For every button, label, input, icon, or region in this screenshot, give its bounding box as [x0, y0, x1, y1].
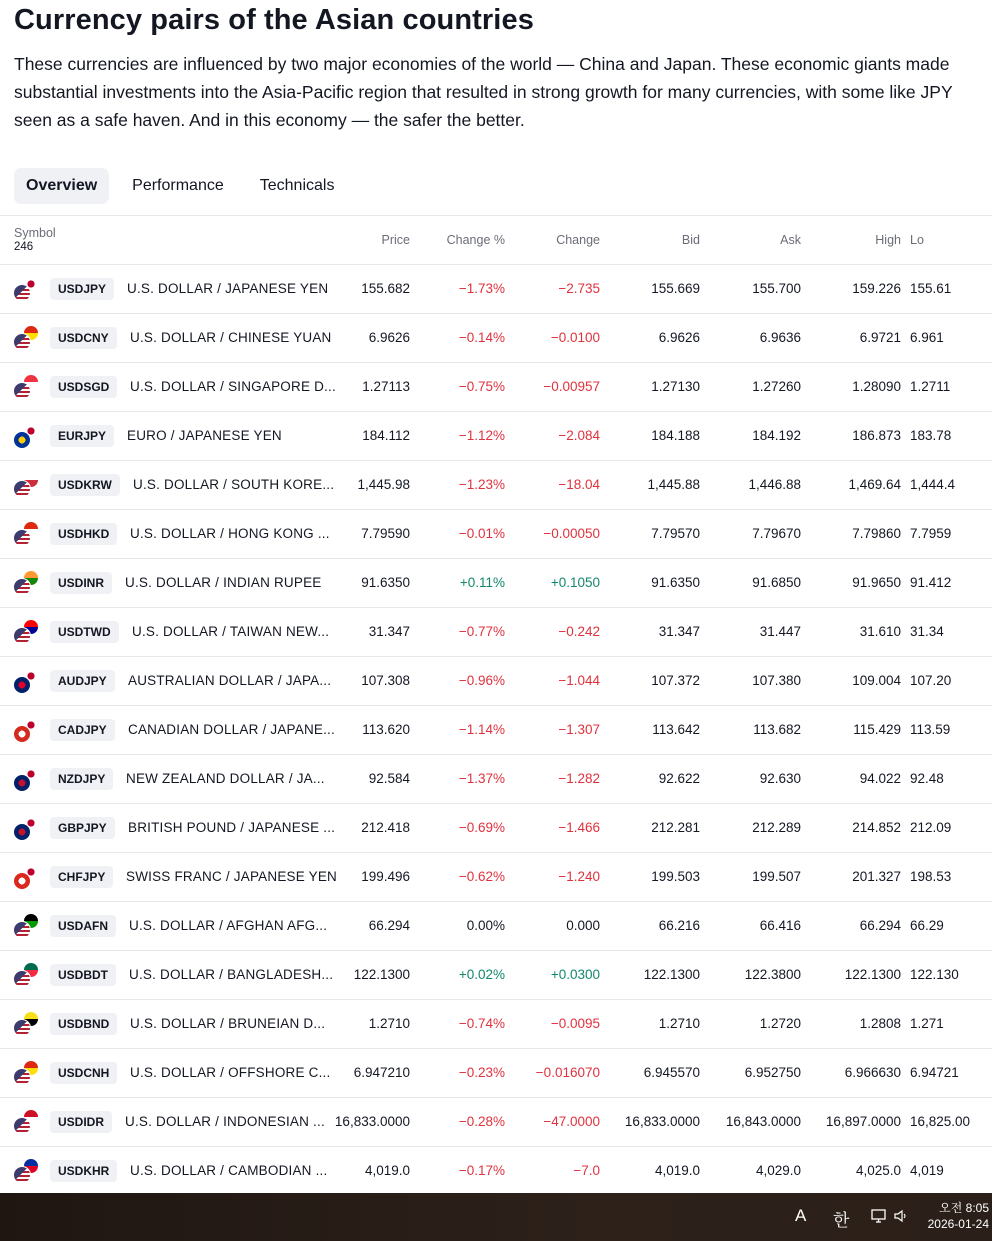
tab-technicals[interactable]: Technicals	[259, 177, 335, 194]
clock[interactable]	[928, 1200, 989, 1232]
table-row[interactable]	[0, 608, 992, 657]
price-cell: 113.620	[362, 722, 410, 737]
low-cell: 7.7959	[910, 526, 952, 541]
change-cell: −1.466	[558, 820, 600, 835]
base-currency-flag-icon	[13, 627, 31, 645]
price-cell: 1.27113	[362, 379, 410, 394]
ask-cell: 16,843.0000	[725, 1114, 801, 1129]
symbol-badge[interactable]: USDBND	[50, 1013, 117, 1035]
table-row[interactable]	[0, 706, 992, 755]
pair-name: U.S. DOLLAR / CHINESE YUAN	[130, 330, 332, 345]
bid-cell: 6.945570	[643, 1065, 700, 1080]
price-cell: 4,019.0	[364, 1163, 410, 1178]
ime-mode-indicator[interactable]: A	[795, 1206, 807, 1225]
ask-cell: 113.682	[753, 722, 801, 737]
page-title: Currency pairs of the Asian countries	[14, 4, 534, 36]
pair-name: U.S. DOLLAR / CAMBODIAN ...	[130, 1163, 328, 1178]
table-header	[0, 216, 992, 265]
price-cell: 122.1300	[353, 967, 410, 982]
currency-table	[0, 215, 992, 1193]
table-row[interactable]	[0, 657, 992, 706]
price-cell: 92.584	[368, 771, 410, 786]
change-pct-cell: −0.75%	[458, 379, 505, 394]
change-pct-cell: −1.37%	[458, 771, 505, 786]
price-column-header[interactable]: Price	[381, 233, 410, 247]
bid-cell: 31.347	[658, 624, 700, 639]
price-cell: 155.682	[361, 281, 410, 296]
currency-flags-icon	[13, 619, 39, 645]
ask-cell: 7.79670	[752, 526, 801, 541]
table-body	[0, 265, 992, 1193]
low-cell: 91.412	[910, 575, 952, 590]
table-row[interactable]	[0, 853, 992, 902]
price-cell: 7.79590	[361, 526, 410, 541]
change-cell: 0.000	[566, 918, 600, 933]
base-currency-flag-icon	[13, 578, 31, 596]
symbol-badge[interactable]: USDCNY	[50, 327, 117, 349]
price-cell: 1,445.98	[357, 477, 410, 492]
change-cell: −0.0100	[550, 330, 600, 345]
high-cell: 6.966630	[844, 1065, 901, 1080]
table-row[interactable]	[0, 559, 992, 608]
table-row[interactable]	[0, 461, 992, 510]
price-cell: 212.418	[361, 820, 410, 835]
currency-flags-icon	[13, 864, 39, 890]
base-currency-flag-icon	[13, 676, 31, 694]
low-cell: 183.78	[910, 428, 952, 443]
symbol-badge[interactable]: GBPJPY	[50, 817, 115, 839]
currency-flags-icon	[13, 962, 39, 988]
high-column-header[interactable]: High	[875, 233, 901, 247]
tab-overview[interactable]: Overview	[14, 168, 109, 204]
base-currency-flag-icon	[13, 970, 31, 988]
bid-cell: 4,019.0	[654, 1163, 700, 1178]
low-cell: 107.20	[910, 673, 952, 688]
high-cell: 109.004	[852, 673, 901, 688]
currency-flags-icon	[13, 717, 39, 743]
high-cell: 1.28090	[852, 379, 901, 394]
symbol-badge[interactable]: NZDJPY	[50, 768, 113, 790]
change-pct-cell: −0.01%	[458, 526, 505, 541]
base-currency-flag-icon	[13, 529, 31, 547]
currency-flags-icon	[13, 1060, 39, 1086]
change-pct-cell: −1.12%	[458, 428, 505, 443]
price-cell: 31.347	[368, 624, 410, 639]
change-cell: −47.0000	[543, 1114, 600, 1129]
symbol-badge[interactable]: USDSGD	[50, 376, 117, 398]
change-pct-column-header[interactable]: Change %	[446, 233, 505, 247]
pair-name: CANADIAN DOLLAR / JAPANE...	[128, 722, 335, 737]
currency-flags-icon	[13, 423, 39, 449]
table-row[interactable]	[0, 804, 992, 853]
change-pct-cell: −1.73%	[458, 281, 505, 296]
base-currency-flag-icon	[13, 382, 31, 400]
high-cell: 122.1300	[844, 967, 901, 982]
taskbar	[0, 1193, 992, 1241]
price-cell: 107.308	[361, 673, 410, 688]
ime-language-indicator[interactable]: 한	[833, 1211, 850, 1230]
ask-cell: 122.3800	[744, 967, 801, 982]
ask-cell: 92.630	[759, 771, 801, 786]
symbol-badge[interactable]: USDTWD	[50, 621, 119, 643]
ask-cell: 66.416	[759, 918, 801, 933]
clock-time: 오전 8:05	[939, 1201, 989, 1215]
bid-cell: 66.216	[658, 918, 700, 933]
page-description: These currencies are influenced by two major economies of the world — China and Japan. These economic giants made substantial investments into the Asia-Pacific region that resulted in strong growth for many currencies, with some like JPY seen as a safe haven. And in this economy — the safer the better.	[14, 54, 953, 130]
symbol-count: 246	[14, 241, 34, 253]
change-cell: −1.282	[558, 771, 600, 786]
pair-name: AUSTRALIAN DOLLAR / JAPA...	[128, 673, 332, 688]
change-cell: −0.242	[558, 624, 600, 639]
change-pct-cell: −1.14%	[458, 722, 505, 737]
base-currency-flag-icon	[13, 1117, 31, 1135]
currency-flags-icon	[13, 766, 39, 792]
pair-name: U.S. DOLLAR / SINGAPORE D...	[130, 379, 336, 394]
ask-cell: 184.192	[752, 428, 801, 443]
currency-flags-icon	[13, 1109, 39, 1135]
base-currency-flag-icon	[13, 1019, 31, 1037]
change-cell: −2.084	[558, 428, 600, 443]
bid-cell: 91.6350	[651, 575, 700, 590]
change-pct-cell: +0.11%	[459, 575, 505, 590]
low-cell: 66.29	[910, 918, 944, 933]
change-cell: −0.0095	[550, 1016, 600, 1031]
table-row[interactable]	[0, 902, 992, 951]
ask-cell: 91.6850	[752, 575, 801, 590]
currency-flags-icon	[13, 570, 39, 596]
low-cell: 212.09	[910, 820, 952, 835]
change-pct-cell: −0.69%	[458, 820, 505, 835]
ask-cell: 6.9636	[759, 330, 801, 345]
base-currency-flag-icon	[13, 774, 31, 792]
change-cell: −1.240	[558, 869, 600, 884]
low-cell: 6.94721	[910, 1065, 959, 1080]
pair-name: U.S. DOLLAR / HONG KONG ...	[130, 526, 330, 541]
ask-cell: 6.952750	[744, 1065, 801, 1080]
high-cell: 91.9650	[852, 575, 901, 590]
change-pct-cell: +0.02%	[458, 967, 505, 982]
base-currency-flag-icon	[13, 1068, 31, 1086]
ask-column-header[interactable]: Ask	[780, 233, 801, 247]
symbol-badge[interactable]: AUDJPY	[50, 670, 115, 692]
pair-name: EURO / JAPANESE YEN	[127, 428, 282, 443]
pair-name: SWISS FRANC / JAPANESE YEN	[126, 869, 337, 884]
symbol-badge[interactable]: USDIDR	[50, 1111, 112, 1133]
pair-name: U.S. DOLLAR / SOUTH KORE...	[133, 477, 335, 492]
high-cell: 159.226	[852, 281, 901, 296]
low-cell: 1,444.4	[910, 477, 956, 492]
symbol-badge[interactable]: EURJPY	[50, 425, 114, 447]
change-cell: −7.0	[573, 1163, 600, 1178]
price-cell: 66.294	[368, 918, 410, 933]
change-pct-cell: −0.17%	[458, 1163, 505, 1178]
change-cell: +0.0300	[550, 967, 600, 982]
base-currency-flag-icon	[13, 431, 31, 449]
change-cell: −1.307	[558, 722, 600, 737]
price-cell: 91.6350	[361, 575, 410, 590]
low-cell: 198.53	[910, 869, 952, 884]
table-row[interactable]	[0, 265, 992, 314]
low-cell: 155.61	[910, 281, 952, 296]
table-row[interactable]	[0, 314, 992, 363]
bid-cell: 92.622	[658, 771, 700, 786]
change-cell: −0.00957	[543, 379, 600, 394]
price-cell: 16,833.0000	[334, 1114, 410, 1129]
currency-flags-icon	[13, 668, 39, 694]
ask-cell: 155.700	[752, 281, 801, 296]
table-row[interactable]	[0, 510, 992, 559]
clock-date: 2026-01-24	[927, 1217, 989, 1231]
ask-cell: 199.507	[752, 869, 801, 884]
low-cell: 92.48	[910, 771, 944, 786]
high-cell: 94.022	[859, 771, 901, 786]
change-cell: +0.1050	[550, 575, 600, 590]
high-cell: 1,469.64	[848, 477, 901, 492]
low-cell: 1.271	[910, 1016, 944, 1031]
ask-cell: 212.289	[752, 820, 801, 835]
bid-cell: 1,445.88	[647, 477, 700, 492]
bid-cell: 122.1300	[643, 967, 700, 982]
symbol-badge[interactable]: USDHKD	[50, 523, 117, 545]
bid-cell: 184.188	[651, 428, 700, 443]
bid-cell: 1.27130	[651, 379, 700, 394]
tab-performance[interactable]: Performance	[132, 177, 224, 194]
change-cell: −18.04	[558, 477, 600, 492]
low-cell: 6.961	[910, 330, 944, 345]
pair-name: BRITISH POUND / JAPANESE ...	[128, 820, 336, 835]
symbol-column-header[interactable]: Symbol	[14, 226, 56, 240]
pair-name: U.S. DOLLAR / BANGLADESH...	[129, 967, 334, 982]
bid-cell: 113.642	[652, 722, 700, 737]
ask-cell: 1.2720	[759, 1016, 801, 1031]
bid-cell: 155.669	[651, 281, 700, 296]
high-cell: 186.873	[852, 428, 901, 443]
ask-cell: 1,446.88	[748, 477, 801, 492]
ask-cell: 4,029.0	[755, 1163, 801, 1178]
high-cell: 16,897.0000	[825, 1114, 901, 1129]
high-cell: 66.294	[859, 918, 901, 933]
low-cell: 1.2711	[910, 379, 951, 394]
pair-name: NEW ZEALAND DOLLAR / JA...	[126, 771, 325, 786]
symbol-badge[interactable]: USDJPY	[50, 278, 114, 300]
symbol-badge[interactable]: USDKHR	[50, 1160, 117, 1182]
change-cell: −0.016070	[535, 1065, 600, 1080]
change-pct-cell: −0.77%	[458, 624, 505, 639]
table-row[interactable]	[0, 755, 992, 804]
currency-flags-icon	[13, 1011, 39, 1037]
price-cell: 199.496	[361, 869, 410, 884]
base-currency-flag-icon	[13, 1166, 31, 1184]
bid-cell: 212.281	[651, 820, 700, 835]
symbol-badge[interactable]: USDINR	[50, 572, 112, 594]
change-column-header[interactable]: Change	[556, 233, 600, 247]
change-pct-cell: −1.23%	[458, 477, 505, 492]
currency-flags-icon	[13, 521, 39, 547]
change-pct-cell: −0.23%	[458, 1065, 505, 1080]
base-currency-flag-icon	[13, 872, 31, 890]
change-pct-cell: −0.96%	[458, 673, 505, 688]
pair-name: U.S. DOLLAR / JAPANESE YEN	[127, 281, 329, 296]
low-cell: 4,019	[910, 1163, 944, 1178]
symbol-badge[interactable]: USDAFN	[50, 915, 116, 937]
change-pct-cell: −0.74%	[458, 1016, 505, 1031]
pair-name: U.S. DOLLAR / AFGHAN AFG...	[129, 918, 328, 933]
view-tabs	[14, 168, 357, 204]
base-currency-flag-icon	[13, 284, 31, 302]
price-cell: 6.947210	[353, 1065, 410, 1080]
bid-cell: 6.9626	[658, 330, 700, 345]
table-row[interactable]	[0, 1000, 992, 1049]
change-cell: −2.735	[558, 281, 600, 296]
base-currency-flag-icon	[13, 725, 31, 743]
change-pct-cell: −0.62%	[458, 869, 505, 884]
high-cell: 7.79860	[852, 526, 901, 541]
high-cell: 6.9721	[859, 330, 901, 345]
base-currency-flag-icon	[13, 921, 31, 939]
price-cell: 1.2710	[368, 1016, 410, 1031]
table-row[interactable]	[0, 1049, 992, 1098]
base-currency-flag-icon	[13, 823, 31, 841]
low-column-header[interactable]: Lo	[910, 233, 924, 247]
ask-cell: 31.447	[759, 624, 801, 639]
change-cell: −1.044	[558, 673, 600, 688]
price-cell: 184.112	[362, 428, 410, 443]
change-cell: −0.00050	[543, 526, 600, 541]
base-currency-flag-icon	[13, 480, 31, 498]
bid-cell: 7.79570	[651, 526, 700, 541]
low-cell: 31.34	[910, 624, 944, 639]
currency-flags-icon	[13, 1158, 39, 1184]
low-cell: 122.130	[910, 967, 959, 982]
table-row[interactable]	[0, 412, 992, 461]
high-cell: 4,025.0	[855, 1163, 901, 1178]
currency-flags-icon	[13, 472, 39, 498]
high-cell: 214.852	[852, 820, 901, 835]
ask-cell: 107.380	[752, 673, 801, 688]
pair-name: U.S. DOLLAR / TAIWAN NEW...	[132, 624, 330, 639]
currency-flags-icon	[13, 815, 39, 841]
high-cell: 1.2808	[859, 1016, 901, 1031]
symbol-badge[interactable]: USDCNH	[50, 1062, 117, 1084]
table-row[interactable]	[0, 1098, 992, 1147]
bid-cell: 107.372	[651, 673, 700, 688]
bid-cell: 1.2710	[658, 1016, 700, 1031]
currency-flags-icon	[13, 913, 39, 939]
high-cell: 201.327	[852, 869, 901, 884]
high-cell: 115.429	[853, 722, 901, 737]
base-currency-flag-icon	[13, 333, 31, 351]
pair-name: U.S. DOLLAR / BRUNEIAN D...	[130, 1016, 326, 1031]
network-icon[interactable]	[870, 1207, 888, 1230]
symbol-badge[interactable]: USDKRW	[50, 474, 120, 496]
change-pct-cell: −0.14%	[458, 330, 505, 345]
pair-name: U.S. DOLLAR / INDIAN RUPEE	[125, 575, 322, 590]
change-pct-cell: −0.28%	[458, 1114, 505, 1129]
low-cell: 16,825.00	[910, 1114, 971, 1129]
currency-flags-icon	[13, 325, 39, 351]
volume-icon[interactable]	[893, 1207, 909, 1230]
bid-cell: 16,833.0000	[624, 1114, 700, 1129]
symbol-badge[interactable]: CADJPY	[50, 719, 115, 741]
bid-cell: 199.503	[651, 869, 700, 884]
symbol-badge[interactable]: CHFJPY	[50, 866, 113, 888]
high-cell: 31.610	[859, 624, 901, 639]
low-cell: 113.59	[910, 722, 951, 737]
table-row[interactable]	[0, 1147, 992, 1193]
ask-cell: 1.27260	[752, 379, 801, 394]
symbol-badge[interactable]: USDBDT	[50, 964, 116, 986]
currency-flags-icon	[13, 276, 39, 302]
bid-column-header[interactable]: Bid	[681, 233, 700, 247]
pair-name: U.S. DOLLAR / OFFSHORE C...	[130, 1065, 331, 1080]
price-cell: 6.9626	[368, 330, 410, 345]
table-row[interactable]	[0, 951, 992, 1000]
currency-flags-icon	[13, 374, 39, 400]
table-row[interactable]	[0, 363, 992, 412]
pair-name: U.S. DOLLAR / INDONESIAN ...	[125, 1114, 325, 1129]
change-pct-cell: 0.00%	[466, 918, 505, 933]
